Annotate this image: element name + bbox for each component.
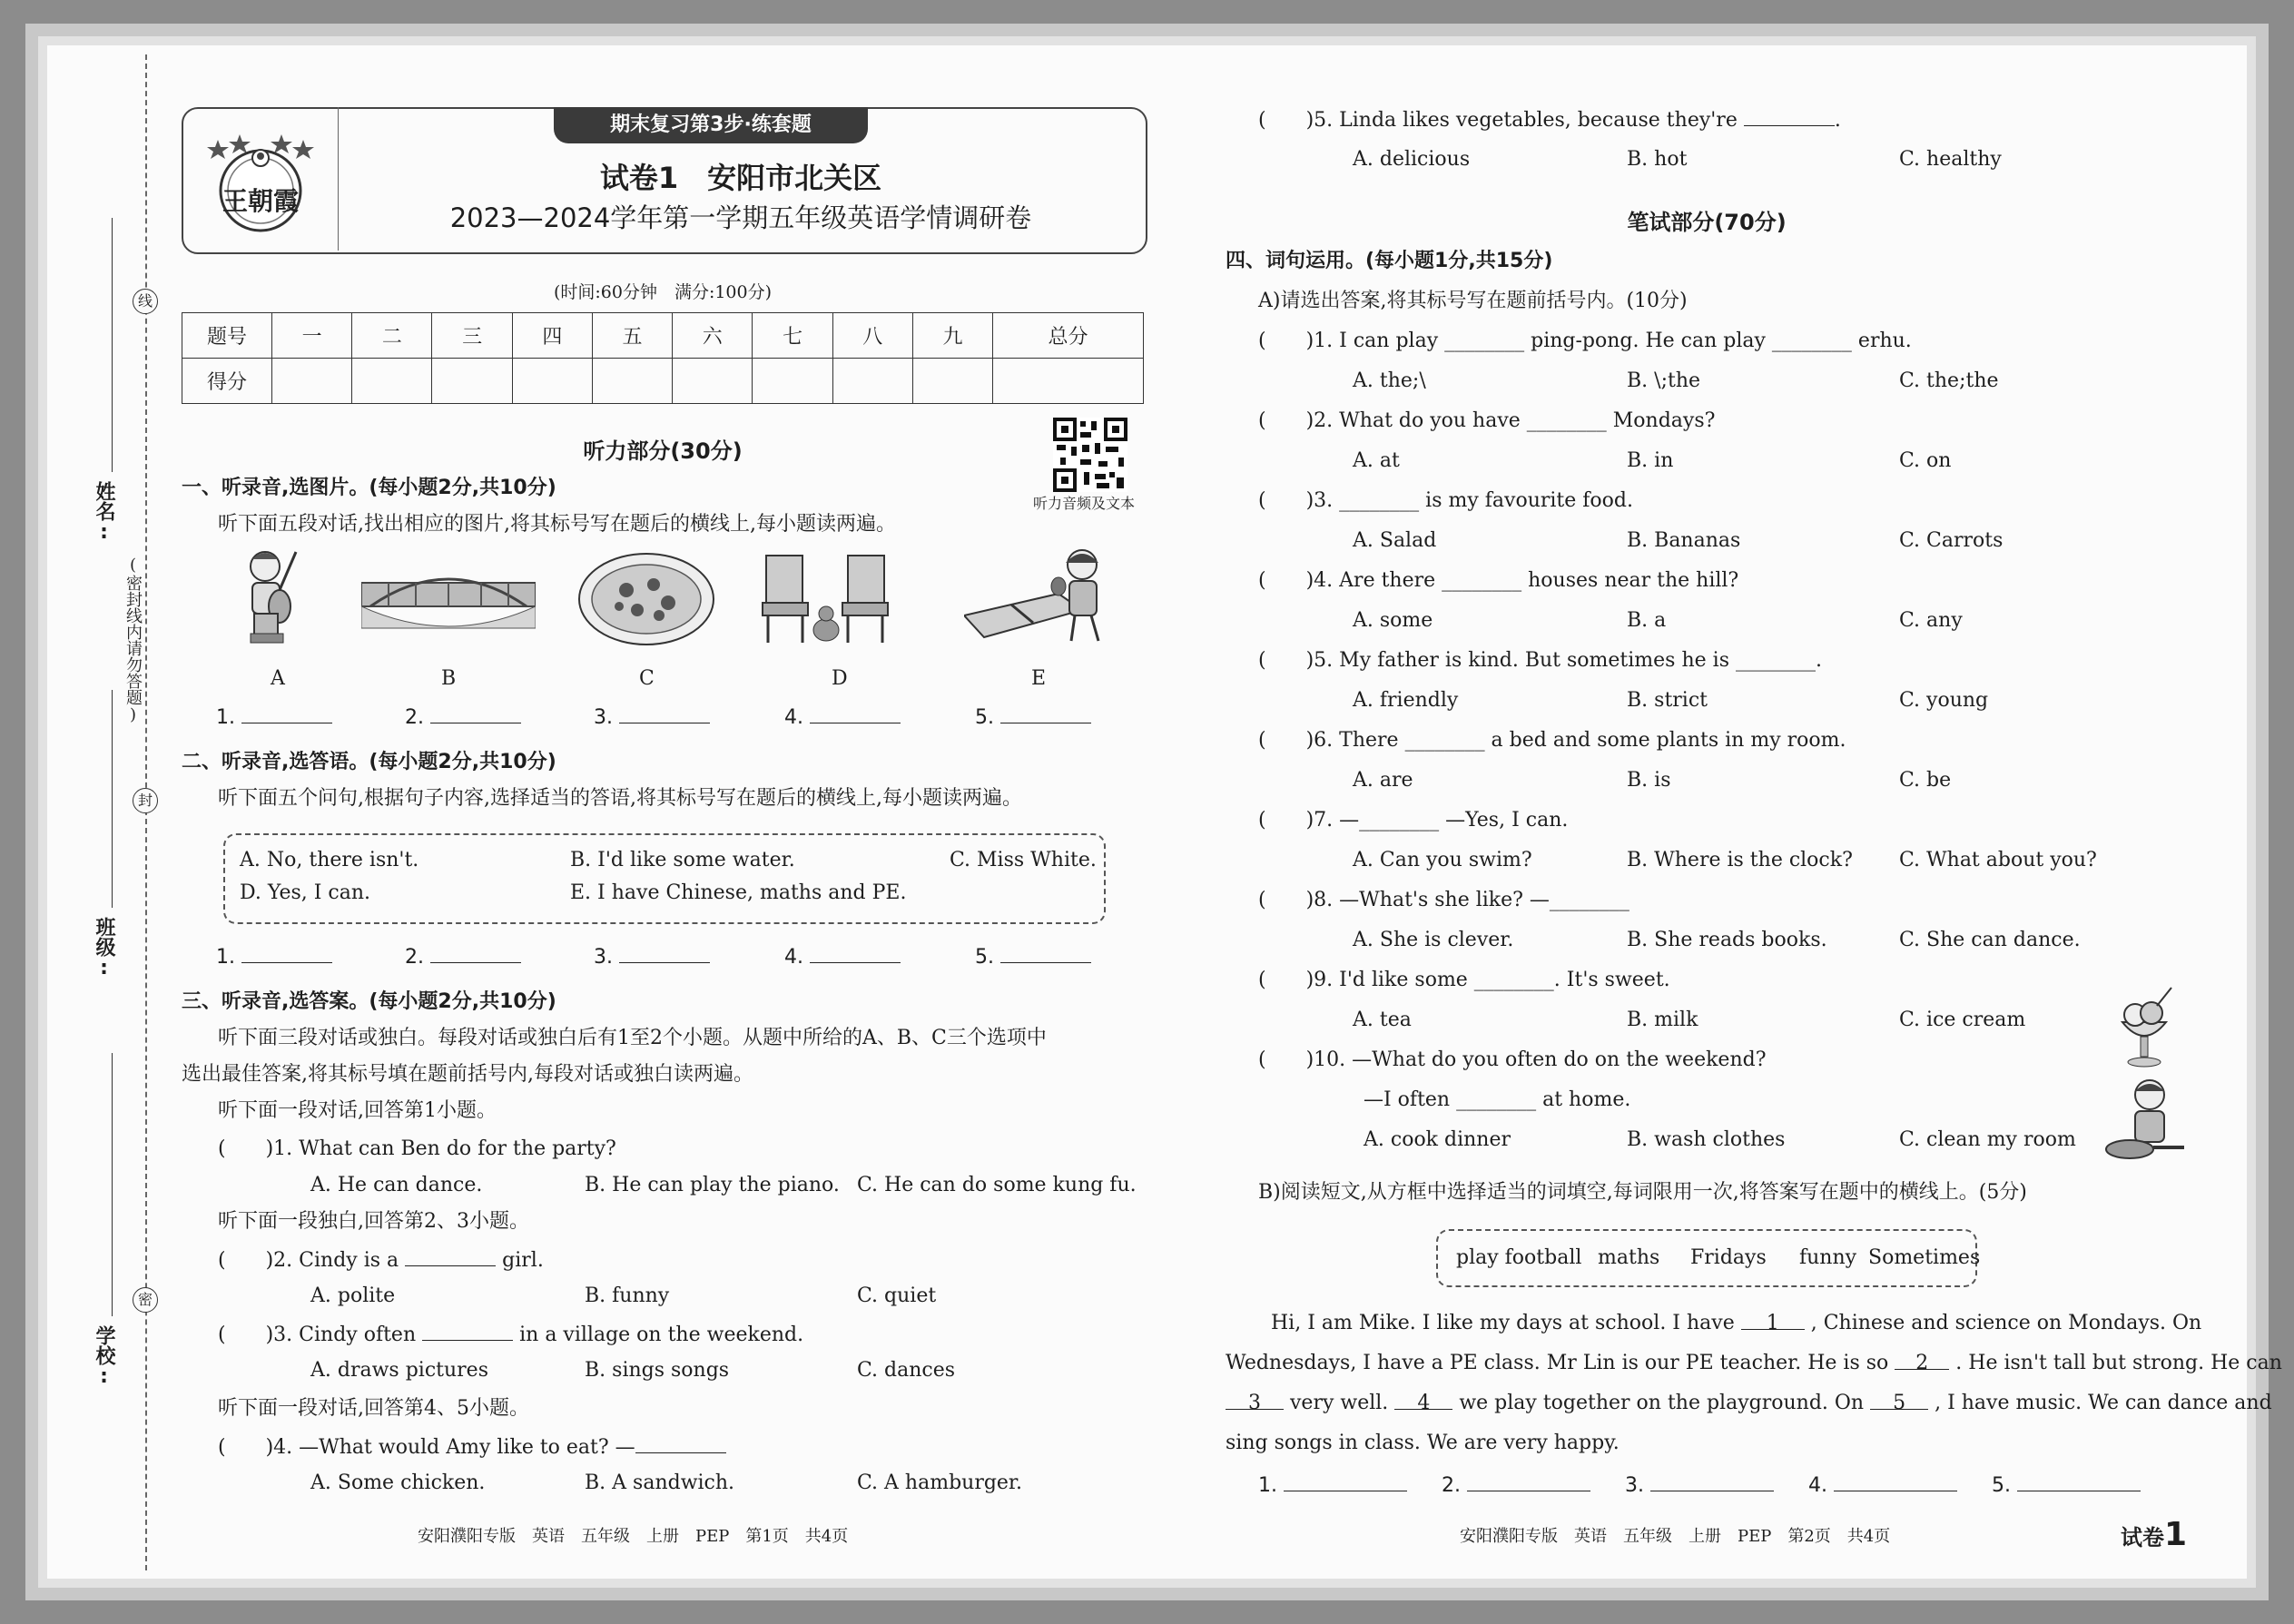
listening-heading: 听力部分(30分) — [583, 438, 743, 464]
score-cell — [912, 359, 992, 404]
q4-option-c: C. A hamburger. — [857, 1471, 1023, 1494]
answer-number: 3. — [1625, 1474, 1644, 1497]
answer-paren[interactable]: ( ) — [1258, 569, 1314, 592]
answer-paren[interactable]: ( ) — [1258, 109, 1314, 132]
part2-title: 二、听录音,选答语。(每小题2分,共10分) — [182, 751, 556, 773]
picture-girl-pingpong — [964, 546, 1127, 646]
option-b: B. a — [1627, 609, 1667, 632]
question-text: 3. Cindy often — [273, 1324, 417, 1346]
answer-number: 1. — [216, 946, 235, 969]
question-number: 4. — [1314, 569, 1334, 592]
column-header: 六 — [673, 313, 753, 359]
passage-line-2: Wednesdays, I have a PE class. Mr Lin is our PE teacher. He is so 2 . He isn't tall but strong. He can — [1226, 1352, 2282, 1374]
score-cell — [673, 359, 753, 404]
answer-blank[interactable] — [1650, 1472, 1774, 1491]
score-cell — [352, 359, 432, 404]
answer-blank[interactable] — [430, 944, 521, 963]
q4-option-b: B. A sandwich. — [585, 1471, 735, 1494]
answer-number: 3. — [594, 946, 613, 969]
question-number: 5. — [1314, 649, 1334, 672]
answer-blank[interactable] — [241, 944, 332, 963]
logo-text: 王朝霞 — [222, 186, 299, 216]
part1-instructions: 听下面五段对话,找出相应的图片,将其标号写在题后的横线上,每小题读两遍。 — [218, 513, 896, 536]
option-b: B. milk — [1627, 1009, 1698, 1031]
option-a: A. the;\ — [1353, 369, 1426, 392]
passage-line-4: sing songs in class. We are very happy. — [1226, 1432, 1620, 1454]
option-a: A. friendly — [1353, 689, 1459, 712]
score-cell — [592, 359, 672, 404]
name-field — [112, 218, 113, 472]
answer-number: 2. — [1442, 1474, 1461, 1497]
passage-line-3: 3 very well. 4 we play together on the playground. On 5 , I have music. We can dance and — [1226, 1391, 2272, 1416]
answer-number: 4. — [784, 706, 803, 729]
picture-label-e: E — [1031, 667, 1047, 690]
question-text: My father is kind. But sometimes he is ________. — [1339, 649, 1822, 672]
option-c: C. Miss White. — [950, 849, 1097, 871]
title-line-1: 试卷1 安阳市北关区 — [599, 161, 882, 195]
question-text: Are there ________ houses near the hill? — [1339, 569, 1739, 592]
question-text: in a village on the weekend. — [519, 1324, 804, 1346]
option-a: A. Salad — [1353, 529, 1437, 552]
answer-blank[interactable] — [241, 704, 332, 723]
option-c: C. on — [1899, 449, 1952, 472]
option-c: C. She can dance. — [1899, 929, 2081, 951]
picture-chairs — [761, 546, 890, 646]
question-number: 10. — [1314, 1048, 1346, 1071]
option-a: A. She is clever. — [1353, 929, 1514, 951]
banner: 期末复习第3步·练套题 — [554, 107, 868, 143]
score-table — [182, 312, 1144, 404]
q2-option-b: B. funny — [585, 1284, 670, 1307]
segment-3-intro: 听下面一段对话,回答第4、5小题。 — [218, 1397, 529, 1420]
corner-number: 1 — [2164, 1516, 2188, 1553]
school-field — [112, 1053, 113, 1316]
option-c: C. Carrots — [1899, 529, 2004, 552]
question-text: 5. Linda likes vegetables, because they're — [1314, 109, 1738, 132]
option-c: C. young — [1899, 689, 1989, 712]
answer-paren[interactable]: ( ) — [218, 1137, 274, 1160]
q3-option-a: A. draws pictures — [310, 1359, 488, 1382]
option-b: B. \;the — [1627, 369, 1701, 392]
option-a: A. at — [1353, 449, 1400, 472]
class-field — [112, 690, 113, 908]
option-b: B. is — [1627, 769, 1671, 792]
q1-option-a: A. He can dance. — [310, 1174, 483, 1196]
question-text: 4. —What would Amy like to eat? — — [273, 1436, 635, 1459]
score-cell — [512, 359, 592, 404]
answer-number: 1. — [1258, 1474, 1277, 1497]
part2-instructions: 听下面五个问句,根据句子内容,选择适当的答语,将其标号写在题后的横线上,每小题读两遍。 — [218, 787, 1022, 810]
option-c: C. the;the — [1899, 369, 1999, 392]
column-header: 八 — [832, 313, 912, 359]
answer-number: 5. — [1992, 1474, 2011, 1497]
answer-paren[interactable]: ( ) — [1258, 1048, 1314, 1071]
word-option: play football — [1456, 1246, 1582, 1269]
question-text: I'd like some ________. It's sweet. — [1339, 969, 1670, 991]
answer-paren[interactable]: ( ) — [1258, 809, 1314, 832]
fill-blank[interactable] — [405, 1247, 496, 1266]
answer-paren[interactable]: ( ) — [1258, 729, 1314, 752]
answer-number: 2. — [405, 946, 424, 969]
question-text: I can play ________ ping-pong. He can play ________ erhu. — [1339, 330, 1912, 352]
answer-blank[interactable] — [1467, 1472, 1590, 1491]
answer-blank[interactable] — [430, 704, 521, 723]
question-text: —________ —Yes, I can. — [1339, 809, 1569, 832]
school-label: 学校: — [93, 1325, 115, 1388]
part-b-instructions: B)阅读短文,从方框中选择适当的词填空,每词限用一次,将答案写在题中的横线上。(5分) — [1258, 1181, 2027, 1204]
seal-char-mi: 密 — [133, 1287, 158, 1313]
option-a: A. No, there isn't. — [240, 849, 419, 871]
option-a: A. cook dinner — [1364, 1128, 1511, 1151]
picture-boy-pipa — [238, 546, 316, 646]
option-a: A. some — [1353, 609, 1433, 632]
answer-paren[interactable]: ( ) — [218, 1249, 274, 1272]
question-number: 8. — [1314, 889, 1334, 911]
answer-number: 2. — [405, 706, 424, 729]
row-label-score: 得分 — [182, 359, 272, 404]
picture-label-a: A — [271, 667, 285, 690]
answer-blank[interactable] — [810, 704, 901, 723]
picture-label-c: C — [639, 667, 655, 690]
question-text: 2. Cindy is a — [273, 1249, 399, 1272]
answer-paren[interactable]: ( ) — [1258, 409, 1314, 432]
option-b: B. wash clothes — [1627, 1128, 1786, 1151]
option-b: B. Bananas — [1627, 529, 1741, 552]
picture-label-b: B — [441, 667, 457, 690]
option-c: C. any — [1899, 609, 1963, 632]
title-line-2: 2023—2024学年第一学期五年级英语学情调研卷 — [449, 202, 1032, 233]
segment-1-intro: 听下面一段对话,回答第1小题。 — [218, 1099, 497, 1122]
passage-blank-4[interactable]: 4 — [1394, 1391, 1452, 1410]
answer-number: 1. — [216, 706, 235, 729]
column-header: 四 — [512, 313, 592, 359]
option-b: B. strict — [1627, 689, 1708, 712]
answer-number: 3. — [594, 706, 613, 729]
answer-blank[interactable] — [619, 944, 710, 963]
question-text: —What's she like? —________ — [1339, 889, 1629, 911]
word-option: funny — [1799, 1246, 1857, 1269]
answer-paren[interactable]: ( ) — [1258, 889, 1314, 911]
corner-label: 试卷 — [2121, 1525, 2164, 1550]
q2-option-c: C. quiet — [857, 1284, 937, 1307]
column-header: 总分 — [993, 313, 1144, 359]
part3-instructions-1: 听下面三段对话或独白。每段对话或独白后有1至2个小题。从题中所给的A、B、C三个选项中 — [218, 1027, 1047, 1049]
picture-bridge — [361, 546, 536, 646]
q3-option-c: C. dances — [857, 1359, 956, 1382]
part3-title: 三、听录音,选答案。(每小题2分,共10分) — [182, 990, 556, 1013]
question-number: 3. — [1314, 489, 1334, 512]
seal-char-xian: 线 — [133, 289, 158, 314]
column-header: 一 — [272, 313, 352, 359]
seal-char-feng: 封 — [133, 788, 158, 813]
option-c: C. be — [1899, 769, 1952, 792]
passage-line-1: Hi, I am Mike. I like my days at school. I have 1 , Chinese and science on Mondays. On — [1271, 1312, 2202, 1334]
answer-blank[interactable] — [810, 944, 901, 963]
option-b: B. in — [1627, 449, 1674, 472]
question-text: —What do you often do on the weekend? — [1352, 1048, 1767, 1071]
answer-number: 4. — [784, 946, 803, 969]
answer-paren[interactable]: ( ) — [1258, 649, 1314, 672]
question-number: 1. — [1314, 330, 1334, 352]
option-c: C. clean my room — [1899, 1128, 2076, 1151]
option-e: E. I have Chinese, maths and PE. — [570, 881, 907, 904]
ice-cream-sundae-picture — [2112, 986, 2177, 1069]
option-box — [223, 833, 1106, 924]
word-option: maths — [1598, 1246, 1660, 1269]
passage-blank-2[interactable]: 2 — [1895, 1351, 1949, 1370]
answer-blank[interactable] — [619, 704, 710, 723]
score-cell — [432, 359, 512, 404]
footer-left: 安阳濮阳专版 英语 五年级 上册 PEP 第1页 共4页 — [418, 1527, 849, 1546]
fill-blank[interactable] — [635, 1434, 726, 1453]
part4-title: 四、词句运用。(每小题1分,共15分) — [1226, 250, 1553, 272]
row-label-number: 题号 — [182, 313, 272, 359]
column-header: 七 — [753, 313, 832, 359]
question-number: 7. — [1314, 809, 1334, 832]
footer-right: 安阳濮阳专版 英语 五年级 上册 PEP 第2页 共4页 — [1460, 1527, 1891, 1546]
word-option: Fridays — [1690, 1246, 1767, 1269]
passage-blank-1[interactable]: 1 — [1741, 1311, 1805, 1330]
passage-blank-5[interactable]: 5 — [1870, 1391, 1928, 1410]
word-option: Sometimes — [1868, 1246, 1981, 1269]
question-text: What do you have ________ Mondays? — [1339, 409, 1716, 432]
question-text: 1. What can Ben do for the party? — [273, 1137, 616, 1160]
answer-paren[interactable]: ( ) — [218, 1324, 274, 1346]
boy-cooking-picture — [2102, 1077, 2190, 1171]
option-a: A. are — [1353, 769, 1413, 792]
question-number: 2. — [1314, 409, 1334, 432]
score-cell — [753, 359, 832, 404]
time-info: (时间:60分钟 满分:100分) — [553, 282, 773, 302]
option-c: C. What about you? — [1899, 849, 2097, 871]
option-b: B. She reads books. — [1627, 929, 1827, 951]
answer-number: 5. — [975, 706, 994, 729]
answer-number: 5. — [975, 946, 994, 969]
column-header: 五 — [592, 313, 672, 359]
question-text: ________ is my favourite food. — [1339, 489, 1633, 512]
answer-number: 4. — [1808, 1474, 1827, 1497]
question-text: There ________ a bed and some plants in my room. — [1339, 729, 1846, 752]
score-cell — [272, 359, 352, 404]
q1-option-b: B. He can play the piano. — [585, 1174, 840, 1196]
part1-title: 一、听录音,选图片。(每小题2分,共10分) — [182, 477, 556, 499]
q2-option-a: A. polite — [310, 1284, 396, 1307]
segment-2-intro: 听下面一段独白,回答第2、3小题。 — [218, 1210, 529, 1233]
column-header: 二 — [352, 313, 432, 359]
name-label: 姓名: — [93, 481, 115, 544]
qr-caption: 听力音频及文本 — [1033, 495, 1136, 512]
option-c: C. ice cream — [1899, 1009, 2026, 1031]
option-b: B. I'd like some water. — [570, 849, 795, 871]
picture-label-d: D — [832, 667, 848, 690]
answer-blank[interactable] — [2017, 1472, 2141, 1491]
part3-instructions-2: 选出最佳答案,将其标号填在题前括号内,每段对话或独白读两遍。 — [182, 1063, 753, 1086]
q5-option-a: A. delicious — [1353, 148, 1471, 171]
q5-option-c: C. healthy — [1899, 148, 2002, 171]
answer-paren[interactable]: ( ) — [1258, 330, 1314, 352]
fill-blank[interactable] — [1744, 107, 1835, 126]
question-number: 6. — [1314, 729, 1334, 752]
answer-blank[interactable] — [1000, 944, 1091, 963]
picture-salad-plate — [577, 546, 715, 646]
part-a-instructions: A)请选出答案,将其标号写在题前括号内。(10分) — [1258, 290, 1688, 312]
answer-blank[interactable] — [1284, 1472, 1407, 1491]
option-b: B. Where is the clock? — [1627, 849, 1853, 871]
passage-blank-3[interactable]: 3 — [1226, 1391, 1284, 1410]
writing-heading: 笔试部分(70分) — [1627, 210, 1787, 235]
q4-option-a: A. Some chicken. — [310, 1471, 486, 1494]
answer-blank[interactable] — [1834, 1472, 1957, 1491]
question-text: girl. — [502, 1249, 544, 1272]
answer-paren[interactable]: ( ) — [218, 1436, 274, 1459]
column-header: 三 — [432, 313, 512, 359]
class-label: 班级: — [93, 917, 115, 979]
answer-blank[interactable] — [1000, 704, 1091, 723]
seal-note: (密封线内请勿答题) — [123, 556, 143, 724]
fill-blank[interactable] — [422, 1322, 513, 1341]
q3-option-b: B. sings songs — [585, 1359, 730, 1382]
score-cell — [832, 359, 912, 404]
score-cell — [993, 359, 1144, 404]
option-d: D. Yes, I can. — [240, 881, 371, 904]
q1-option-c: C. He can do some kung fu. — [857, 1174, 1137, 1196]
column-header: 九 — [912, 313, 992, 359]
q5-option-b: B. hot — [1627, 148, 1688, 171]
question-number: 9. — [1314, 969, 1334, 991]
option-a: A. tea — [1353, 1009, 1412, 1031]
option-a: A. Can you swim? — [1353, 849, 1532, 871]
q10-second-line: —I often ________ at home. — [1364, 1088, 1631, 1111]
answer-paren[interactable]: ( ) — [1258, 969, 1314, 991]
answer-paren[interactable]: ( ) — [1258, 489, 1314, 512]
